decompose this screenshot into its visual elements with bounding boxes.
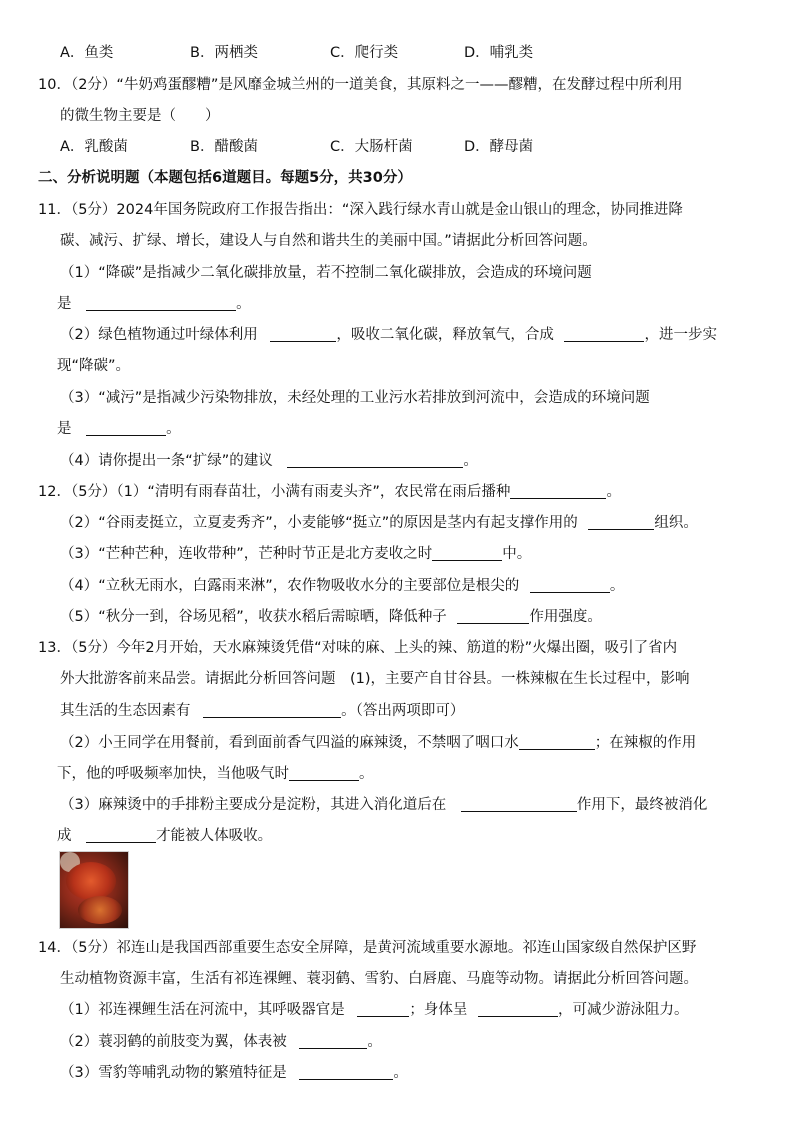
q12-answer-blank-4[interactable] [530, 577, 610, 593]
q14-part1 [60, 1000, 688, 1020]
q14-part1-text-c: ，可减少游泳阻力。 [557, 1002, 689, 1018]
q13-answer-blank-5[interactable] [86, 827, 156, 843]
q12-answer-blank-1[interactable] [510, 483, 606, 499]
dish-top [66, 862, 116, 900]
q14-stem-line2: 生动植物资源丰富，生活有祁连裸鲤、蓑羽鹤、雪豹、白唇鹿、马鹿等动物。请据此分析回答问题。 [60, 971, 698, 987]
q13-part2-line1 [60, 733, 696, 753]
q12-answer-blank-5[interactable] [457, 608, 529, 624]
q9-option-c[interactable]: C．爬行类 [330, 45, 399, 61]
q13-part2-text-a: （2）小王同学在用餐前，看到面前香气四溢的麻辣烫，不禁咽了咽口水 [60, 735, 519, 751]
q12-part4 [60, 576, 624, 596]
q10-option-d[interactable]: D．酵母菌 [464, 139, 534, 155]
q13-line3-end: 。（答出两项即可） [341, 703, 465, 719]
q14-part2-text: （2）蓑羽鹤的前肢变为翼，体表被 [60, 1034, 287, 1050]
q11-part2-text-a: （2）绿色植物通过叶绿体利用 [60, 327, 258, 343]
q12-part3-end: 中。 [502, 546, 532, 562]
q14-answer-blank-4[interactable] [299, 1064, 393, 1080]
q14-part2-end: 。 [367, 1034, 382, 1050]
q13-part2-text-c: 下，他的呼吸频率加快，当他吸气时 [57, 766, 289, 782]
q11-part1-prefix: 是 [57, 296, 72, 312]
q12-answer-blank-3[interactable] [432, 545, 502, 561]
q12-part3-text: （3）“芒种芒种，连收带种”，芒种时节正是北方麦收之时 [60, 546, 433, 562]
q12-part1 [38, 482, 621, 502]
q13-line3-text: 其生活的生态因素有 [60, 703, 191, 719]
q13-part3-text-b: 作用下，最终被消化 [576, 797, 708, 813]
q11-part2-line1 [60, 325, 717, 345]
q12-part2-end: 组织。 [654, 515, 698, 531]
q10-stem-line2: 的微生物主要是（ ） [60, 108, 220, 124]
q14-part3 [60, 1063, 408, 1083]
q14-answer-blank-2[interactable] [478, 1001, 558, 1017]
q11-part2-line2: 现“降碳”。 [57, 358, 131, 374]
q12-part3 [60, 544, 531, 564]
q13-part3-line1 [60, 795, 707, 815]
q13-answer-blank-4[interactable] [461, 796, 577, 812]
q12-answer-blank-2[interactable] [588, 514, 654, 530]
dish-bottom [78, 896, 122, 924]
q12-part4-end: 。 [609, 578, 625, 594]
q14-part1-text-a: （1）祁连裸鲤生活在河流中，其呼吸器官是 [60, 1002, 345, 1018]
q11-part3-prefix: 是 [57, 421, 72, 437]
q11-part2-text-c: ，进一步实 [644, 327, 717, 343]
q13-part3-text-c: 成 [57, 828, 72, 844]
q9-option-a[interactable]: A．鱼类 [60, 45, 114, 61]
q9-option-d[interactable]: D．哺乳类 [464, 45, 534, 61]
q13-part2-line2 [57, 764, 374, 784]
q12-part1-text: 12．（5分）（1）“清明有雨春苗壮，小满有雨麦头齐”，农民常在雨后播种 [38, 484, 511, 500]
q11-part1-end: 。 [236, 296, 251, 312]
q12-part2-text: （2）“谷雨麦挺立，立夏麦秀齐”，小麦能够“挺立”的原因是茎内有起支撑作用的 [60, 515, 578, 531]
q12-part2 [60, 513, 698, 533]
q10-stem-line1: 10．（2分）“牛奶鸡蛋醪糟”是风靡金城兰州的一道美食，其原料之一——醪糟，在发酵过程中所利用 [38, 77, 683, 93]
q13-part3-line2 [57, 826, 272, 846]
q13-answer-blank-1[interactable] [203, 702, 341, 718]
q13-part2-end: 。 [359, 766, 374, 782]
q14-answer-blank-1[interactable] [357, 1001, 409, 1017]
q11-part1-line1: （1）“降碳”是指减少二氧化碳排放量，若不控制二氧化碳排放，会造成的环境问题 [60, 265, 592, 281]
q13-answer-blank-2[interactable] [519, 734, 595, 750]
q12-part4-text: （4）“立秋无雨水，白露雨来淋”，农作物吸收水分的主要部位是根尖的 [60, 578, 520, 594]
q12-part5-end: 作用强度。 [529, 609, 602, 625]
q10-option-c[interactable]: C．大肠杆菌 [330, 139, 413, 155]
malatang-photo [59, 851, 129, 929]
q13-part3-text-a: （3）麻辣烫中的手排粉主要成分是淀粉，其进入消化道后在 [60, 797, 447, 813]
q14-part2 [60, 1032, 382, 1052]
q12-part5-text: （5）“秋分一到，谷场见稻”，收获水稻后需晾晒，降低种子 [60, 609, 447, 625]
q13-part3-text-d: 才能被人体吸收。 [156, 828, 273, 844]
q11-answer-blank-2[interactable] [270, 326, 336, 342]
q13-stem-line2: 外大批游客前来品尝。请据此分析回答问题 (1)，主要产自甘谷县。一株辣椒在生长过程中，影响 [60, 671, 690, 687]
section-title: 二、分析说明题（本题包括6道题目。每题5分，共30分） [38, 170, 412, 186]
q14-stem-line1: 14．（5分）祁连山是我国西部重要生态安全屏障，是黄河流域重要水源地。祁连山国家级自然保护区野 [38, 940, 697, 956]
q12-part1-end: 。 [606, 484, 621, 500]
q14-answer-blank-3[interactable] [299, 1033, 367, 1049]
q11-part3-line2 [57, 419, 181, 439]
q11-stem-line1: 11．（5分）2024年国务院政府工作报告指出：“深入践行绿水青山就是金山银山的理念，协同推进降 [38, 202, 683, 218]
q12-part5 [60, 607, 602, 627]
q11-part4-end: 。 [463, 453, 478, 469]
q13-stem-line1: 13．（5分）今年2月开始，天水麻辣烫凭借“对味的麻、上头的辣、筋道的粉”火爆出圈，吸引了省内 [38, 640, 678, 656]
q11-part2-text-b: ，吸收二氧化碳，释放氧气，合成 [336, 327, 554, 343]
q14-part1-text-b: ；身体呈 [409, 1002, 468, 1018]
q11-part4 [60, 451, 478, 471]
q10-option-a[interactable]: A．乳酸菌 [60, 139, 128, 155]
q11-answer-blank-5[interactable] [287, 452, 463, 468]
q11-part4-text: （4）请你提出一条“扩绿”的建议 [60, 453, 273, 469]
q10-option-b[interactable]: B．醋酸菌 [190, 139, 258, 155]
q14-part3-text: （3）雪豹等哺乳动物的繁殖特征是 [60, 1065, 287, 1081]
q11-part1-line2 [57, 294, 251, 314]
q13-answer-blank-3[interactable] [289, 765, 359, 781]
q11-answer-blank-4[interactable] [86, 420, 166, 436]
q11-answer-blank-3[interactable] [564, 326, 644, 342]
q13-stem-line3 [60, 701, 464, 721]
q9-option-b[interactable]: B．两栖类 [190, 45, 258, 61]
q14-part3-end: 。 [393, 1065, 408, 1081]
q11-part3-end: 。 [166, 421, 181, 437]
q11-part3-line1: （3）“减污”是指减少污染物排放，未经处理的工业污水若排放到河流中，会造成的环境问题 [60, 390, 650, 406]
q13-part2-text-b: ；在辣椒的作用 [594, 735, 697, 751]
q11-stem-line2: 碳、减污、扩绿、增长，建设人与自然和谐共生的美丽中国。”请据此分析回答问题。 [60, 233, 597, 249]
q11-answer-blank-1[interactable] [86, 295, 236, 311]
